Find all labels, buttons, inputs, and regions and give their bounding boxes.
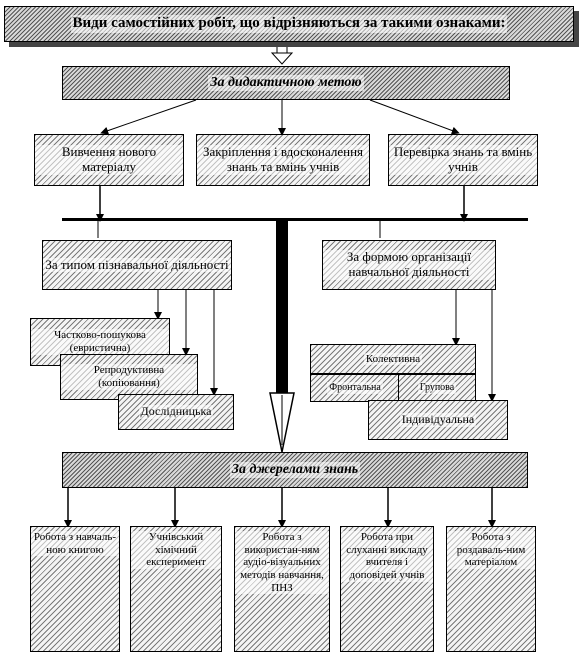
arrow-to-verification bbox=[370, 100, 456, 132]
cognitive-item-heuristic: Частково-пошукова (евристична) bbox=[30, 318, 170, 366]
source-item-audiovisual: Робота з використан-ням аудіо-візуальних методів навчання, ПНЗ bbox=[234, 526, 330, 652]
source-item-handouts: Робота з роздаваль-ним матеріалом bbox=[446, 526, 536, 652]
didactic-item-consolidation: Закріплення і вдосконалення знань та вмінь учнів bbox=[196, 134, 370, 186]
cognitive-item-reproductive: Репродуктивна (копіювання) bbox=[60, 354, 198, 400]
didactic-header-text: За дидактичною метою bbox=[210, 74, 362, 90]
didactic-header bbox=[62, 66, 510, 100]
organization-header: За формою організації навчальної діяльності bbox=[322, 240, 496, 290]
cognitive-item-research: Дослідницька bbox=[118, 394, 234, 430]
central-arrow bbox=[270, 220, 294, 452]
source-item-lecture: Робота при слуханні викладу вчителя і доповідей учнів bbox=[340, 526, 434, 652]
organization-frontal: Фронтальна bbox=[310, 374, 400, 402]
didactic-item-verification: Перевірка знань та вмінь учнів bbox=[388, 134, 538, 186]
arrow-to-new-material bbox=[104, 100, 196, 132]
organization-collective: Колективна bbox=[310, 344, 476, 374]
diagram-title bbox=[4, 6, 574, 42]
diagram-title-text: Види самостійних робіт, що відрізняються за такими ознаками: bbox=[72, 15, 506, 32]
horizontal-bar bbox=[62, 218, 528, 221]
source-item-textbook: Робота з навчаль-ною книгою bbox=[30, 526, 120, 652]
title-arrow bbox=[272, 45, 292, 64]
sources-header: За джерелами знань bbox=[62, 452, 528, 488]
cognitive-header: За типом пізнавальної діяльності bbox=[42, 240, 232, 290]
organization-individual: Індивідуальна bbox=[368, 400, 508, 440]
source-item-experiment: Учнівський хімічний експеримент bbox=[130, 526, 222, 652]
didactic-item-new-material: Вивчення нового матеріалу bbox=[34, 134, 184, 186]
organization-group: Групова bbox=[398, 374, 476, 402]
